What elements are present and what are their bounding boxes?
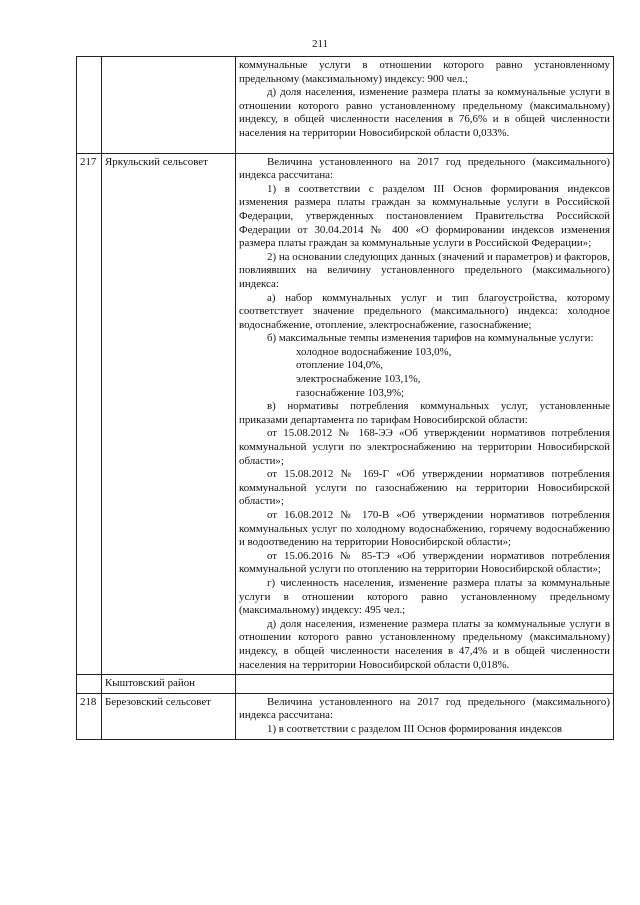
municipality-cell: Березовский сельсовет xyxy=(102,693,236,739)
table-row-217 xyxy=(77,153,614,675)
row-number-cell: 217 xyxy=(77,153,102,675)
row-number-cell: 218 xyxy=(77,693,102,739)
description-cell xyxy=(236,153,614,675)
paragraph: д) доля населения, изменение размера платы за коммунальные услуги в отношении которого равно установленному предельному (максимальному) индексу, в общей численности населения в 76,6% и в общей численности населения на территории Новосибирской области 0,033%. xyxy=(239,86,610,139)
paragraph-intro: Величина установленного на 2017 год предельного (максимального) индекса рассчитана: xyxy=(239,155,610,182)
tariff-line: газоснабжение 103,9%; xyxy=(296,386,405,399)
paragraph-d: д) доля населения, изменение размера платы за коммунальные услуги в отношении которого равно установленному предельному (максимальному) индексу, в общей численности населения в 47,4% и в общей численности населения на территории Новосибирской области 0,018%. xyxy=(239,617,610,671)
order-line: от 15.06.2016 № 85-ТЭ «Об утверждении нормативов потребления коммунальной услуги по отоплению на территории Новосибирской области»; xyxy=(239,549,610,576)
district-name-cell: Кыштовский район xyxy=(102,675,236,694)
paragraph-b: б) максимальные темпы изменения тарифов на коммунальные услуги: xyxy=(267,332,594,345)
page-number: 211 xyxy=(311,38,329,50)
paragraph-1: 1) в соответствии с разделом III Основ формирования индексов изменения размера платы граждан за коммунальные услуги в Российской Федерации, утвержденных постановлением Правительства Российской Федерации от 30.04.2014 № 400 «О формировании индексов изменения размера платы граждан за коммунальные услуги в Российской Федерации»; xyxy=(239,182,610,250)
tariff-line: холодное водоснабжение 103,0%, xyxy=(296,345,452,358)
paragraph-a: а) набор коммунальных услуг и тип благоустройства, которому соответствует значение предельного (максимального) индекса: холодное водоснабжение, отопление, электроснабжение, газоснабжение; xyxy=(239,291,610,331)
row-number-cell xyxy=(77,57,102,154)
paragraph-2: 2) на основании следующих данных (значений и параметров) и факторов, повлиявших на величину установленного предельного (максимального) индекса: xyxy=(239,250,610,290)
document-table xyxy=(76,56,614,740)
paragraph-g: г) численность населения, изменение размера платы за коммунальные услуги в отношении которого равно установленному предельному (максимальному) индексу: 495 чел.; xyxy=(239,576,610,617)
table-row-218 xyxy=(77,693,614,739)
description-cell xyxy=(236,57,614,154)
table-row-district xyxy=(77,675,614,694)
municipality-cell xyxy=(102,57,236,154)
paragraph: коммунальные услуги в отношении которого равно установленному предельному (максимальному) индексу: 900 чел.; xyxy=(239,59,610,85)
order-line: от 15.08.2012 № 169-Г «Об утверждении нормативов потребления коммунальной услуги по газоснабжению на территории Новосибирской области»; xyxy=(239,468,610,508)
paragraph-1: 1) в соответствии с разделом III Основ формирования индексов xyxy=(267,722,563,735)
order-line: от 16.08.2012 № 170-В «Об утверждении нормативов потребления коммунальных услуг по холодному водоснабжению, горячему водоснабжению и водоотведению на территории Новосибирской области»; xyxy=(239,509,610,549)
tariff-line: электроснабжение 103,1%, xyxy=(296,373,421,386)
row-number-cell xyxy=(77,675,102,694)
tariff-line: отопление 104,0%, xyxy=(296,359,383,372)
table-row-continued xyxy=(77,57,614,154)
description-cell xyxy=(236,693,614,739)
order-line: от 15.08.2012 № 168-ЭЭ «Об утверждении нормативов потребления коммунальной услуги по электроснабжению на территории Новосибирской области»; xyxy=(239,427,610,467)
paragraph-intro: Величина установленного на 2017 год предельного (максимального) индекса рассчитана: xyxy=(239,695,610,722)
description-cell xyxy=(236,675,614,694)
paragraph-v: в) нормативы потребления коммунальных услуг, установленные приказами департамента по тарифам Новосибирской области: xyxy=(239,400,610,426)
municipality-cell: Яркульский сельсовет xyxy=(102,153,236,675)
